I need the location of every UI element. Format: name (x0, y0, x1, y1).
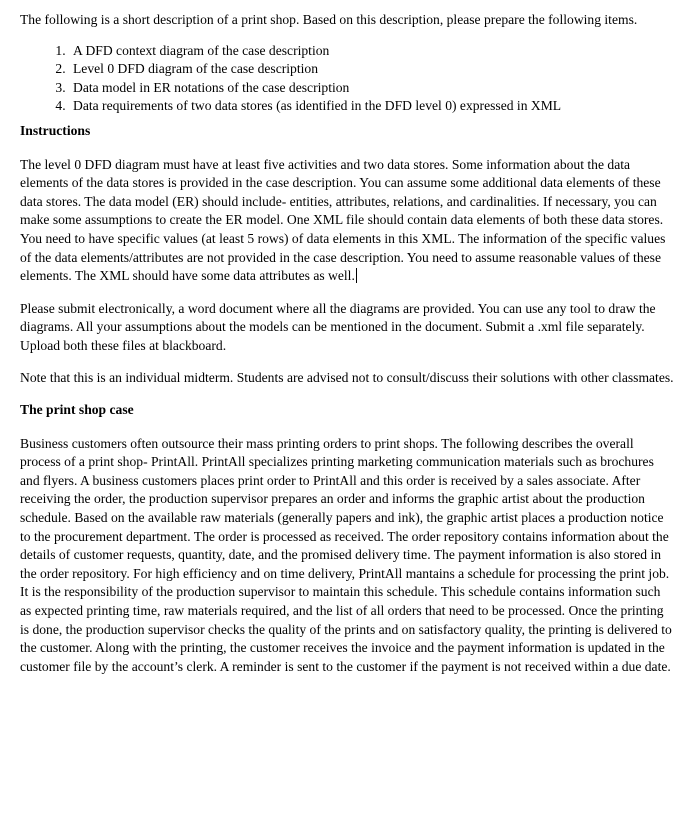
instructions-heading: Instructions (20, 122, 91, 138)
instructions-paragraph-1[interactable] (20, 156, 675, 286)
intro-paragraph: The following is a short description of a print shop. Based on this description, please prepare the following items. (20, 12, 638, 27)
task-item: 2. Level 0 DFD diagram of the case description (69, 60, 675, 79)
case-paragraph: Business customers often outsource their mass printing orders to print shops. The following describes the overall process of a print shop- PrintAll. PrintAll specializes printing marketing communication materials such as brochures and flyers. A business customers places print order to PrintAll and this order is received by a sales associate. After receiving the order, the production supervisor prepares an order and informs the graphic artist about the production schedule. Based on the available raw materials (generally papers and ink), the graphic artist places a production notice to the procurement department. The order is processed as received. The order repository contains information about the details of customer requests, quantity, date, and the promised delivery time. The payment information is also stored in the order repository. For high efficiency and on time delivery, PrintAll mantains a schedule for processing the print job. It is the responsibility of the production supervisor to maintain this schedule. This schedule contains information such as expected printing time, raw materials required, and the list of all orders that need to be processed. Once the printing is done, the production supervisor checks the quality of the prints and on satisfactory quality, the printing is delivered to the customer. Along with the printing, the customer receives the invoice and the payment information is updated in the customer file by the account’s clerk. A reminder is sent to the customer if the payment is not received within a due date. (20, 435, 672, 674)
instructions-paragraph-1-text: The level 0 DFD diagram must have at least five activities and two data stores. Some information about the data elements of the data stores is provided in the case description. You can assume some additional data elements of these data stores. The data model (ER) should include- entities, attributes, relations, and cardinalities. If necessary, you can make some assumptions to create the ER model. One XML file should contain data elements of both these data stores. You need to have specific values (at least 5 rows) of data elements in this XML. The information of the specific values of the data elements/attributes are not provided in the case description. You need to assume reasonable values of these elements. The XML should have some data attributes as well. (20, 156, 666, 284)
instructions-paragraph-3: Note that this is an individual midterm. Students are advised not to consult/discuss their solutions with other classmates. (20, 369, 674, 385)
task-item: 4. Data requirements of two data stores (as identified in the DFD level 0) expressed in XML (69, 97, 675, 116)
case-heading: The print shop case (20, 402, 134, 418)
text-cursor (356, 268, 357, 283)
task-list (20, 42, 675, 116)
task-item: 3. Data model in ER notations of the case description (69, 79, 675, 98)
instructions-paragraph-2: Please submit electronically, a word document where all the diagrams are provided. You can use any tool to draw the diagrams. All your assumptions about the models can be mentioned in the document. Submit a .xml file separately. Upload both these files at blackboard. (20, 300, 656, 353)
task-item: 1. A DFD context diagram of the case description (69, 42, 675, 61)
